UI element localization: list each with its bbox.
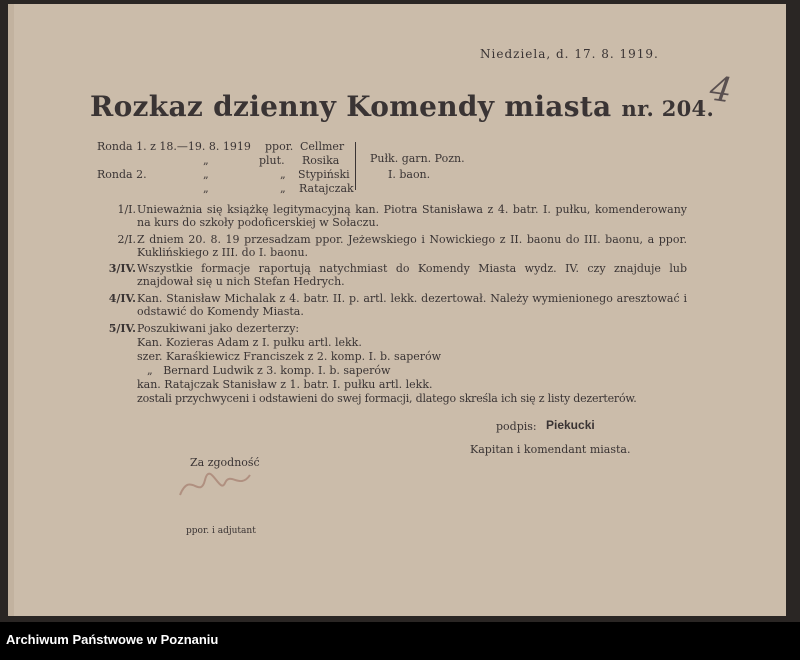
item-number: 4/IV. — [108, 292, 136, 305]
brace — [355, 142, 360, 190]
unit-name: Pułk. garn. Pozn. — [370, 152, 465, 165]
ditto-mark: „ — [203, 154, 209, 167]
item-text: Poszukiwani jako dezerterzy: — [137, 322, 300, 335]
handwritten-signature — [175, 465, 255, 505]
signature-label: podpis: — [496, 420, 537, 433]
officer-name: Cellmer — [300, 140, 345, 153]
rank: ppor. — [265, 140, 294, 153]
rank: plut. — [259, 154, 285, 167]
officer-name: Ratajczak — [299, 182, 354, 195]
item-text: Z dniem 20. 8. 19 przesadzam ppor. Jeżewskiego i Nowickiego z II. baonu do III. baonu, a ppor. Kuklińskiego z III. do I. baonu. — [137, 233, 687, 259]
rank: „ — [280, 168, 286, 181]
officer-name: Rosika — [302, 154, 340, 167]
item-text: Wszystkie formacje raportują natychmiast do Komendy Miasta wydz. IV. czy znajduje lub znajdował się u nich Stefan Hedrych. — [137, 262, 687, 288]
item-number: 2/I. — [117, 233, 136, 246]
item-number: 3/IV. — [108, 262, 136, 275]
archive-name: Archiwum Państwowe w Poznaniu — [6, 632, 219, 647]
paper-edge — [8, 4, 14, 616]
document-title — [90, 90, 714, 126]
signature-title: Kapitan i komendant miasta. — [470, 443, 631, 456]
deserter-line: szer. Karaśkiewicz Franciszek z 2. komp. I. b. saperów — [137, 350, 442, 363]
archive-footer — [0, 622, 800, 660]
title-number: nr. 204. — [621, 96, 715, 121]
deserter-line: Kan. Kozieras Adam z I. pułku artl. lekk. — [137, 336, 362, 349]
title-text: Rozkaz dzienny Komendy miasta — [90, 90, 612, 123]
margin-mark: 4 — [707, 68, 735, 112]
item-number: 1/I. — [117, 203, 136, 216]
deserter-line: kan. Ratajczak Stanisław z 1. batr. I. pułku artl. lekk. — [137, 378, 433, 391]
round-label: Ronda 2. — [97, 168, 147, 181]
item-text: Unieważnia się książkę legitymacyjną kan. Piotra Stanisława z 4. batr. I. pułku, komenderowany na kurs do szkoły podoficerskiej w Sołaczu. — [137, 203, 687, 229]
officer-name: Stypiński — [298, 168, 350, 181]
deserter-line: „ Bernard Ludwik z 3. komp. I. b. saperów — [147, 364, 391, 377]
round-label: Ronda 1. z 18.—19. 8. 1919 — [97, 140, 251, 153]
item-text: Kan. Stanisław Michalak z 4. batr. II. p. artl. lekk. dezertował. Należy wymienionego aresztować i odstawić do Komendy Miasta. — [137, 292, 687, 318]
document-date: Niedziela, d. 17. 8. 1919. — [480, 47, 659, 61]
deserter-line: zostali przychwyceni i odstawieni do swej formacji, dlatego skreśla ich się z listy dezerterów. — [137, 392, 637, 405]
item-number: 5/IV. — [108, 322, 136, 335]
conformity-label: Za zgodność — [190, 456, 260, 469]
ditto-mark: „ — [203, 168, 209, 181]
rank: „ — [280, 182, 286, 195]
signature-name: Piekucki — [546, 418, 595, 432]
adjutant-label: ppor. i adjutant — [186, 526, 256, 536]
unit-battalion: I. baon. — [388, 168, 431, 181]
ditto-mark: „ — [203, 182, 209, 195]
